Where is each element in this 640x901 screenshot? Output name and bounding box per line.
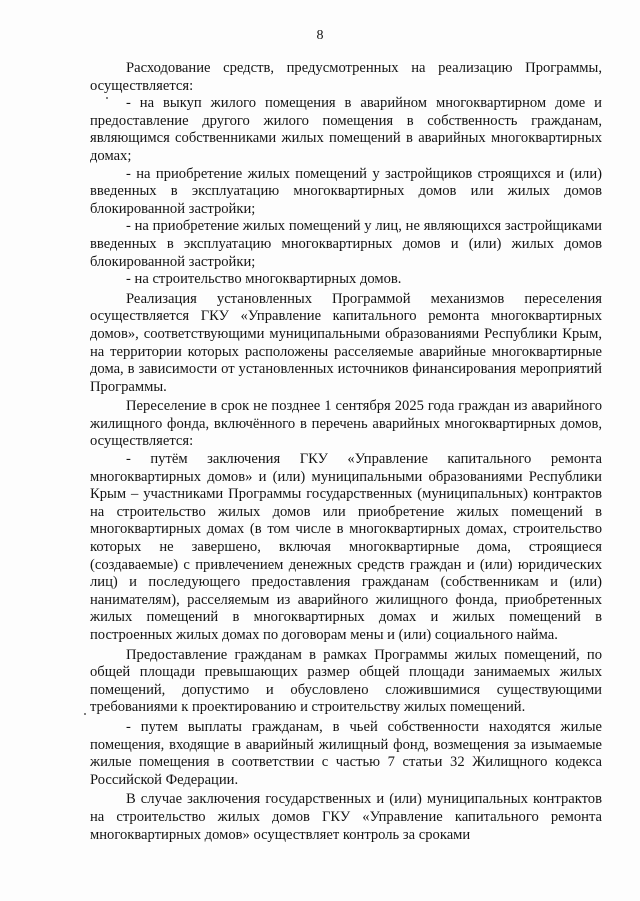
paragraph-2: - на выкуп жилого помещения в аварийном многоквартирном доме и предоставление другого жилого помещения в собственность гражданам, являющимся собственниками жилых помещений в аварийных многоквартирных домах;	[90, 95, 602, 164]
page-number: 8	[316, 28, 324, 43]
scan-speck	[84, 713, 86, 715]
paragraph-9: Предоставление гражданам в рамках Программы жилых помещений, по общей площади превышающих размер общей площади занимаемых жилых помещений, допустимо и обусловлено сложившимися существующими требованиями к проектированию и строительству жилых помещений.	[90, 646, 602, 716]
paragraph-3: - на приобретение жилых помещений у застройщиков строящихся и (или) введенных в эксплуатацию многоквартирных домов или жилых домов блокированной застройки;	[90, 165, 602, 217]
scan-speck	[106, 97, 108, 99]
paragraph-4: - на приобретение жилых помещений у лиц, не являющихся застройщиками введенных в эксплуатацию многоквартирных домов и (или) жилых домов блокированной застройки;	[90, 218, 602, 270]
paragraph-7: Переселение в срок не позднее 1 сентября 2025 года граждан из аварийного жилищного фонда, включённого в перечень аварийных многоквартирных домов, осуществляется:	[90, 398, 602, 450]
paragraph-5: - на строительство многоквартирных домов.	[126, 271, 402, 288]
paragraph-11: В случае заключения государственных и (или) муниципальных контрактов на строительство жилых домов ГКУ «Управление капитального ремонта многоквартирных домов» осуществляет контроль за сроками	[90, 791, 602, 843]
paragraph-10: - путем выплаты гражданам, в чьей собственности находятся жилые помещения, входящие в аварийный жилищный фонд, возмещения за изымаемые жилые помещения в соответствии с частью 7 статьи 32 Жилищного кодекса Российской Федерации.	[90, 718, 602, 788]
paragraph-1: Расходование средств, предусмотренных на реализацию Программы, осуществляется:	[90, 60, 602, 94]
paragraph-6: Реализация установленных Программой механизмов переселения осуществляется ГКУ «Управление капитального ремонта многоквартирных домов», соответствующими муниципальными образованиями Республики Крым, на территории которых расположены расселяемые аварийные многоквартирные дома, в зависимости от установленных источников финансирования мероприятий Программы.	[90, 290, 602, 395]
paragraph-8: - путём заключения ГКУ «Управление капитального ремонта многоквартирных домов» и (или) муниципальными образованиями Республики Крым – участниками Программы государственных (муниципальных) контрактов на строительство жилых домов или приобретение жилых помещений в многоквартирных домах (в том числе в многоквартирных домах, строительство которых не завершено, включая многоквартирные дома, строящиеся (создаваемые) с привлечением денежных средств граждан и (или) юридических лиц) и последующего предоставления гражданам (собственникам и (или) нанимателям), расселяемым из аварийного жилищного фонда, приобретенных жилых помещений в многоквартирных домах и жилых помещений в построенных жилых домах по договорам мены и (или) социального найма.	[90, 451, 602, 643]
document-body	[90, 60, 602, 844]
